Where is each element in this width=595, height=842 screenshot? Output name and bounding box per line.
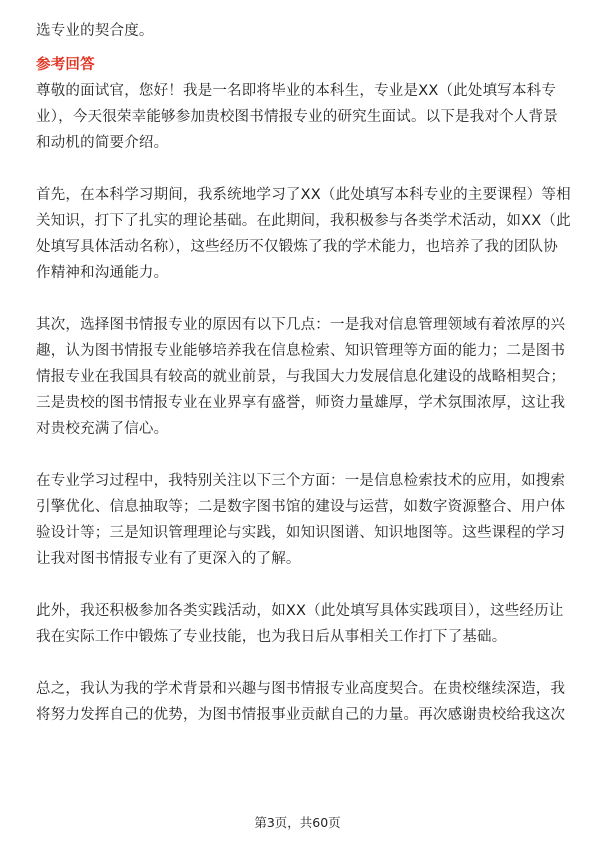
page-number-footer: 第3页，共60页	[254, 815, 341, 830]
paragraph-3	[36, 312, 566, 442]
paragraph-line: 处填写具体活动名称），这些经历不仅锻炼了我的学术能力，也培养了我的团队协	[36, 239, 558, 255]
paragraph-line: 引擎优化、信息抽取等；二是数字图书馆的建设与运营，如数字资源整合、用户体	[36, 499, 566, 515]
paragraph-1	[36, 78, 559, 156]
intro-tail-text: 选专业的契合度。	[36, 23, 154, 39]
paragraph-line: 总之，我认为我的学术背景和兴趣与图书情报专业高度契合。在贵校继续深造，我	[36, 681, 566, 697]
paragraph-line: 此外，我还积极参加各类实践活动，如XX（此处填写具体实践项目），这些经历让	[36, 603, 564, 619]
paragraph-line: 其次，选择图书情报专业的原因有以下几点：一是我对信息管理领域有着浓厚的兴	[36, 317, 566, 333]
paragraph-line: 三是贵校的图书情报专业在业界享有盛誉，师资力量雄厚，学术氛围浓厚，这让我	[36, 395, 566, 411]
paragraph-line: 作精神和沟通能力。	[36, 265, 169, 281]
paragraph-line: 将努力发挥自己的优势，为图书情报事业贡献自己的力量。再次感谢贵校给我这次	[36, 707, 566, 723]
paragraph-line: 我在实际工作中锻炼了专业技能，也为我日后从事相关工作打下了基础。	[36, 629, 507, 645]
paragraph-line: 关知识，打下了扎实的理论基础。在此期间，我积极参与各类学术活动，如XX（此	[36, 213, 571, 229]
paragraph-line: 趣，认为图书情报专业能够培养我在信息检索、知识管理等方面的能力；二是图书	[36, 343, 566, 359]
paragraph-line: 对贵校充满了信心。	[36, 421, 169, 437]
section-title: 参考回答	[36, 57, 95, 73]
paragraph-line: 业），今天很荣幸能够参加贵校图书情报专业的研究生面试。以下是我对个人背景	[36, 109, 558, 125]
paragraph-line: 和动机的简要介绍。	[36, 135, 169, 151]
paragraph-6	[36, 676, 566, 728]
paragraph-2	[36, 182, 571, 286]
paragraph-4	[36, 468, 566, 572]
document-body	[36, 18, 571, 728]
paragraph-line: 在专业学习过程中，我特别关注以下三个方面：一是信息检索技术的应用，如搜索	[36, 473, 566, 489]
paragraph-line: 尊敬的面试官，您好！我是一名即将毕业的本科生，专业是XX（此处填写本科专	[36, 83, 557, 99]
paragraph-5	[36, 598, 564, 650]
paragraph-line: 让我对图书情报专业有了更深入的了解。	[36, 551, 301, 567]
paragraph-line: 情报专业在我国具有较高的就业前景，与我国大力发展信息化建设的战略相契合；	[36, 369, 566, 385]
paragraph-line: 首先，在本科学习期间，我系统地学习了XX（此处填写本科专业的主要课程）等相	[36, 187, 571, 203]
paragraph-line: 验设计等；三是知识管理理论与实践，如知识图谱、知识地图等。这些课程的学习	[36, 525, 566, 541]
